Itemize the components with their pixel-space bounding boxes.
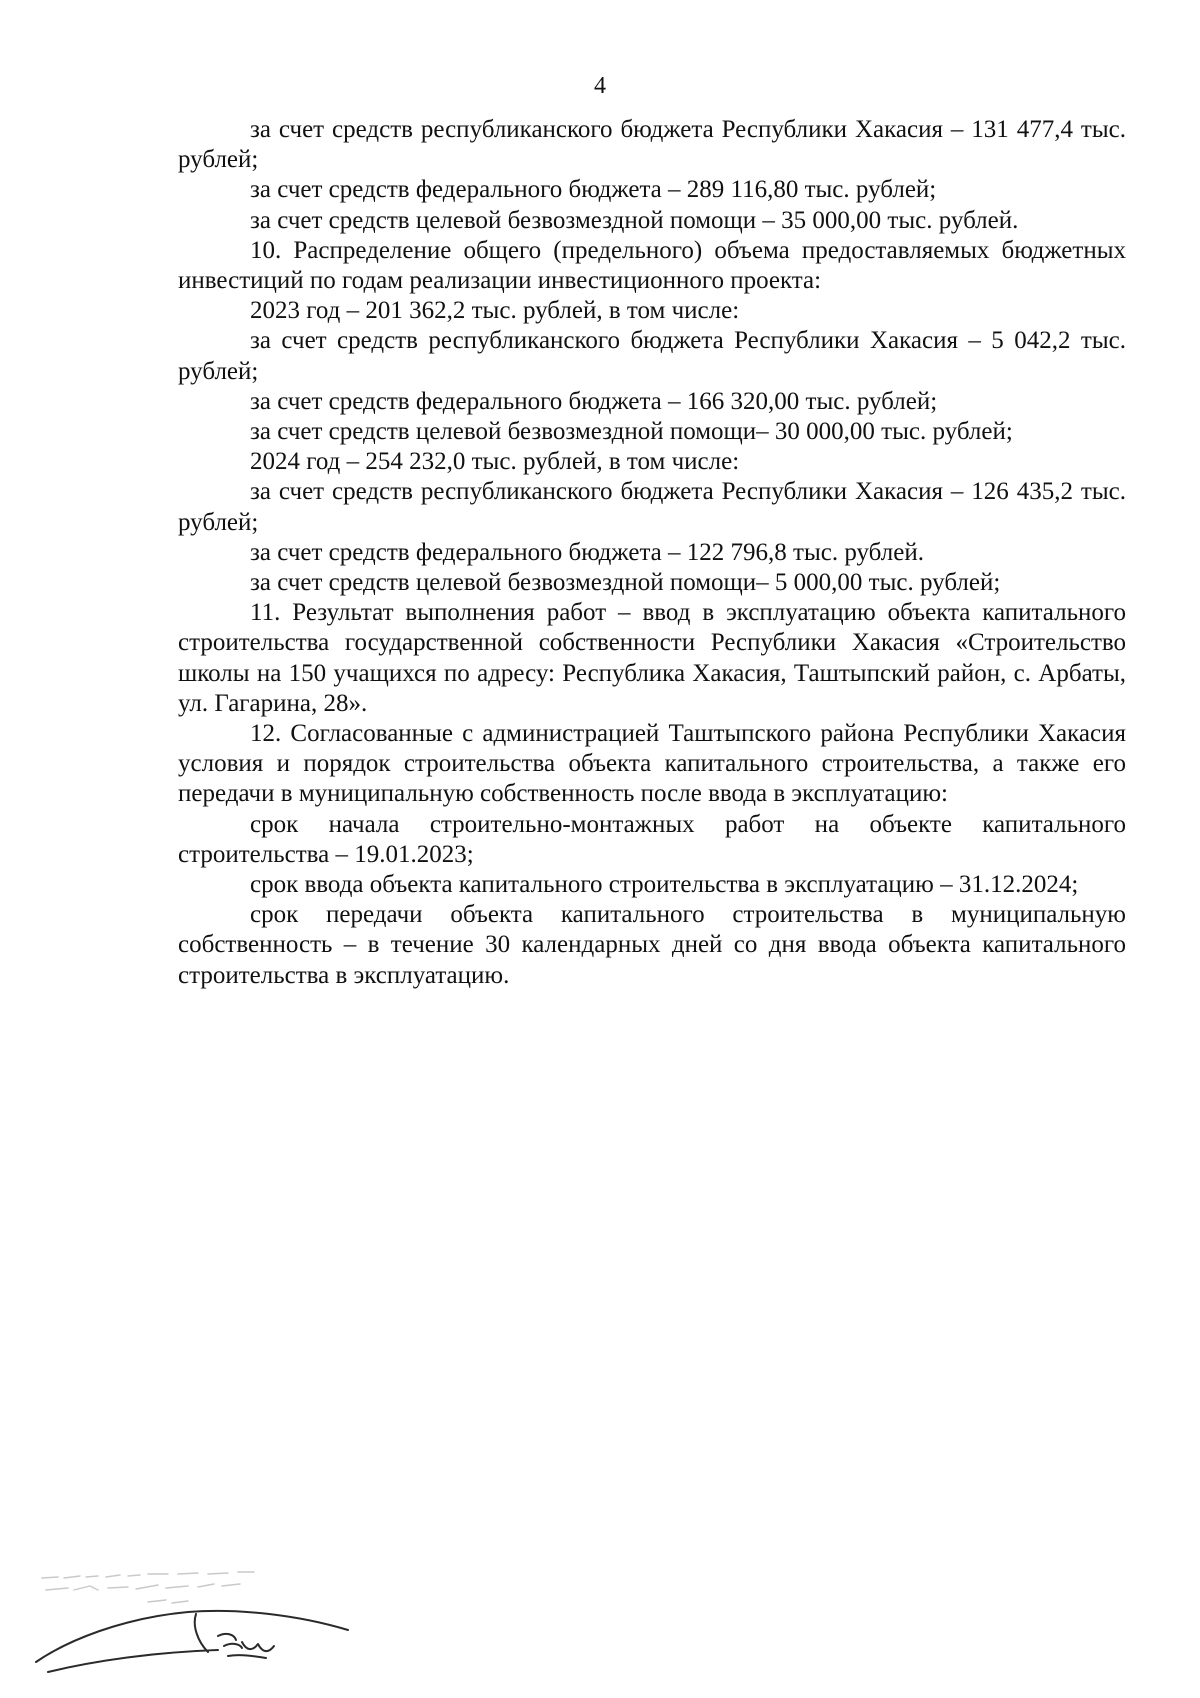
paragraph-item-10: 10. Распределение общего (предельного) объема предоставляемых бюджетных инвестиций по годам реализации инвестиционного проекта: <box>178 236 1126 295</box>
document-body <box>178 115 1126 991</box>
paragraph-federal-budget-total: за счет средств федерального бюджета – 289 116,80 тыс. рублей; <box>250 176 937 204</box>
paragraph-year-2023: 2023 год – 201 362,2 тыс. рублей, в том числе: <box>250 297 740 325</box>
paragraph-2023-republic-budget: за счет средств республиканского бюджета Республики Хакасия – 5 042,2 тыс. рублей; <box>178 327 1126 385</box>
paragraph-2024-targeted-aid: за счет средств целевой безвозмездной помощи– 5 000,00 тыс. рублей; <box>250 569 1001 597</box>
handwritten-signature-icon <box>36 1611 348 1672</box>
paragraph-transfer-term: срок передачи объекта капитального строительства в муниципальную собственность – в течение 30 календарных дней со дня ввода объекта капитального строительства в эксплуатацию. <box>178 901 1126 989</box>
paragraph-republic-budget-total: за счет средств республиканского бюджета Республики Хакасия – 131 477,4 тыс. рублей; <box>178 116 1126 174</box>
paragraph-commissioning-date: срок ввода объекта капитального строительства в эксплуатацию – 31.12.2024; <box>250 871 1079 899</box>
paragraph-2024-federal-budget: за счет средств федерального бюджета – 122 796,8 тыс. рублей. <box>250 538 924 566</box>
page-number: 4 <box>594 73 606 99</box>
paragraph-targeted-aid-total: за счет средств целевой безвозмездной помощи – 35 000,00 тыс. рублей. <box>250 206 1019 234</box>
paragraph-item-11: 11. Результат выполнения работ – ввод в эксплуатацию объекта капитального строительства государственной собственности Республики Хакасия «Строительство школы на 150 учащихся по адресу: Республика Хакасия, Таштыпский район, с. Арбаты, ул. Гагарина, 28». <box>178 599 1126 717</box>
paragraph-2024-republic-budget: за счет средств республиканского бюджета Республики Хакасия – 126 435,2 тыс. рублей; <box>178 478 1126 536</box>
paragraph-2023-federal-budget: за счет средств федерального бюджета – 166 320,00 тыс. рублей; <box>250 387 938 415</box>
paragraph-item-12: 12. Согласованные с администрацией Таштыпского района Республики Хакасия условия и порядок строительства объекта капитального строительства, а также его передачи в муниципальную собственность после ввода в эксплуатацию: <box>178 720 1126 808</box>
paragraph-start-date: срок начала строительно-монтажных работ на объекте капитального строительства – 19.01.2023; <box>178 810 1126 868</box>
faded-stamp-icon <box>42 1572 254 1603</box>
paragraph-2023-targeted-aid: за счет средств целевой безвозмездной помощи– 30 000,00 тыс. рублей; <box>250 418 1013 446</box>
signature-area <box>28 1560 368 1680</box>
paragraph-year-2024: 2024 год – 254 232,0 тыс. рублей, в том числе: <box>250 448 740 476</box>
